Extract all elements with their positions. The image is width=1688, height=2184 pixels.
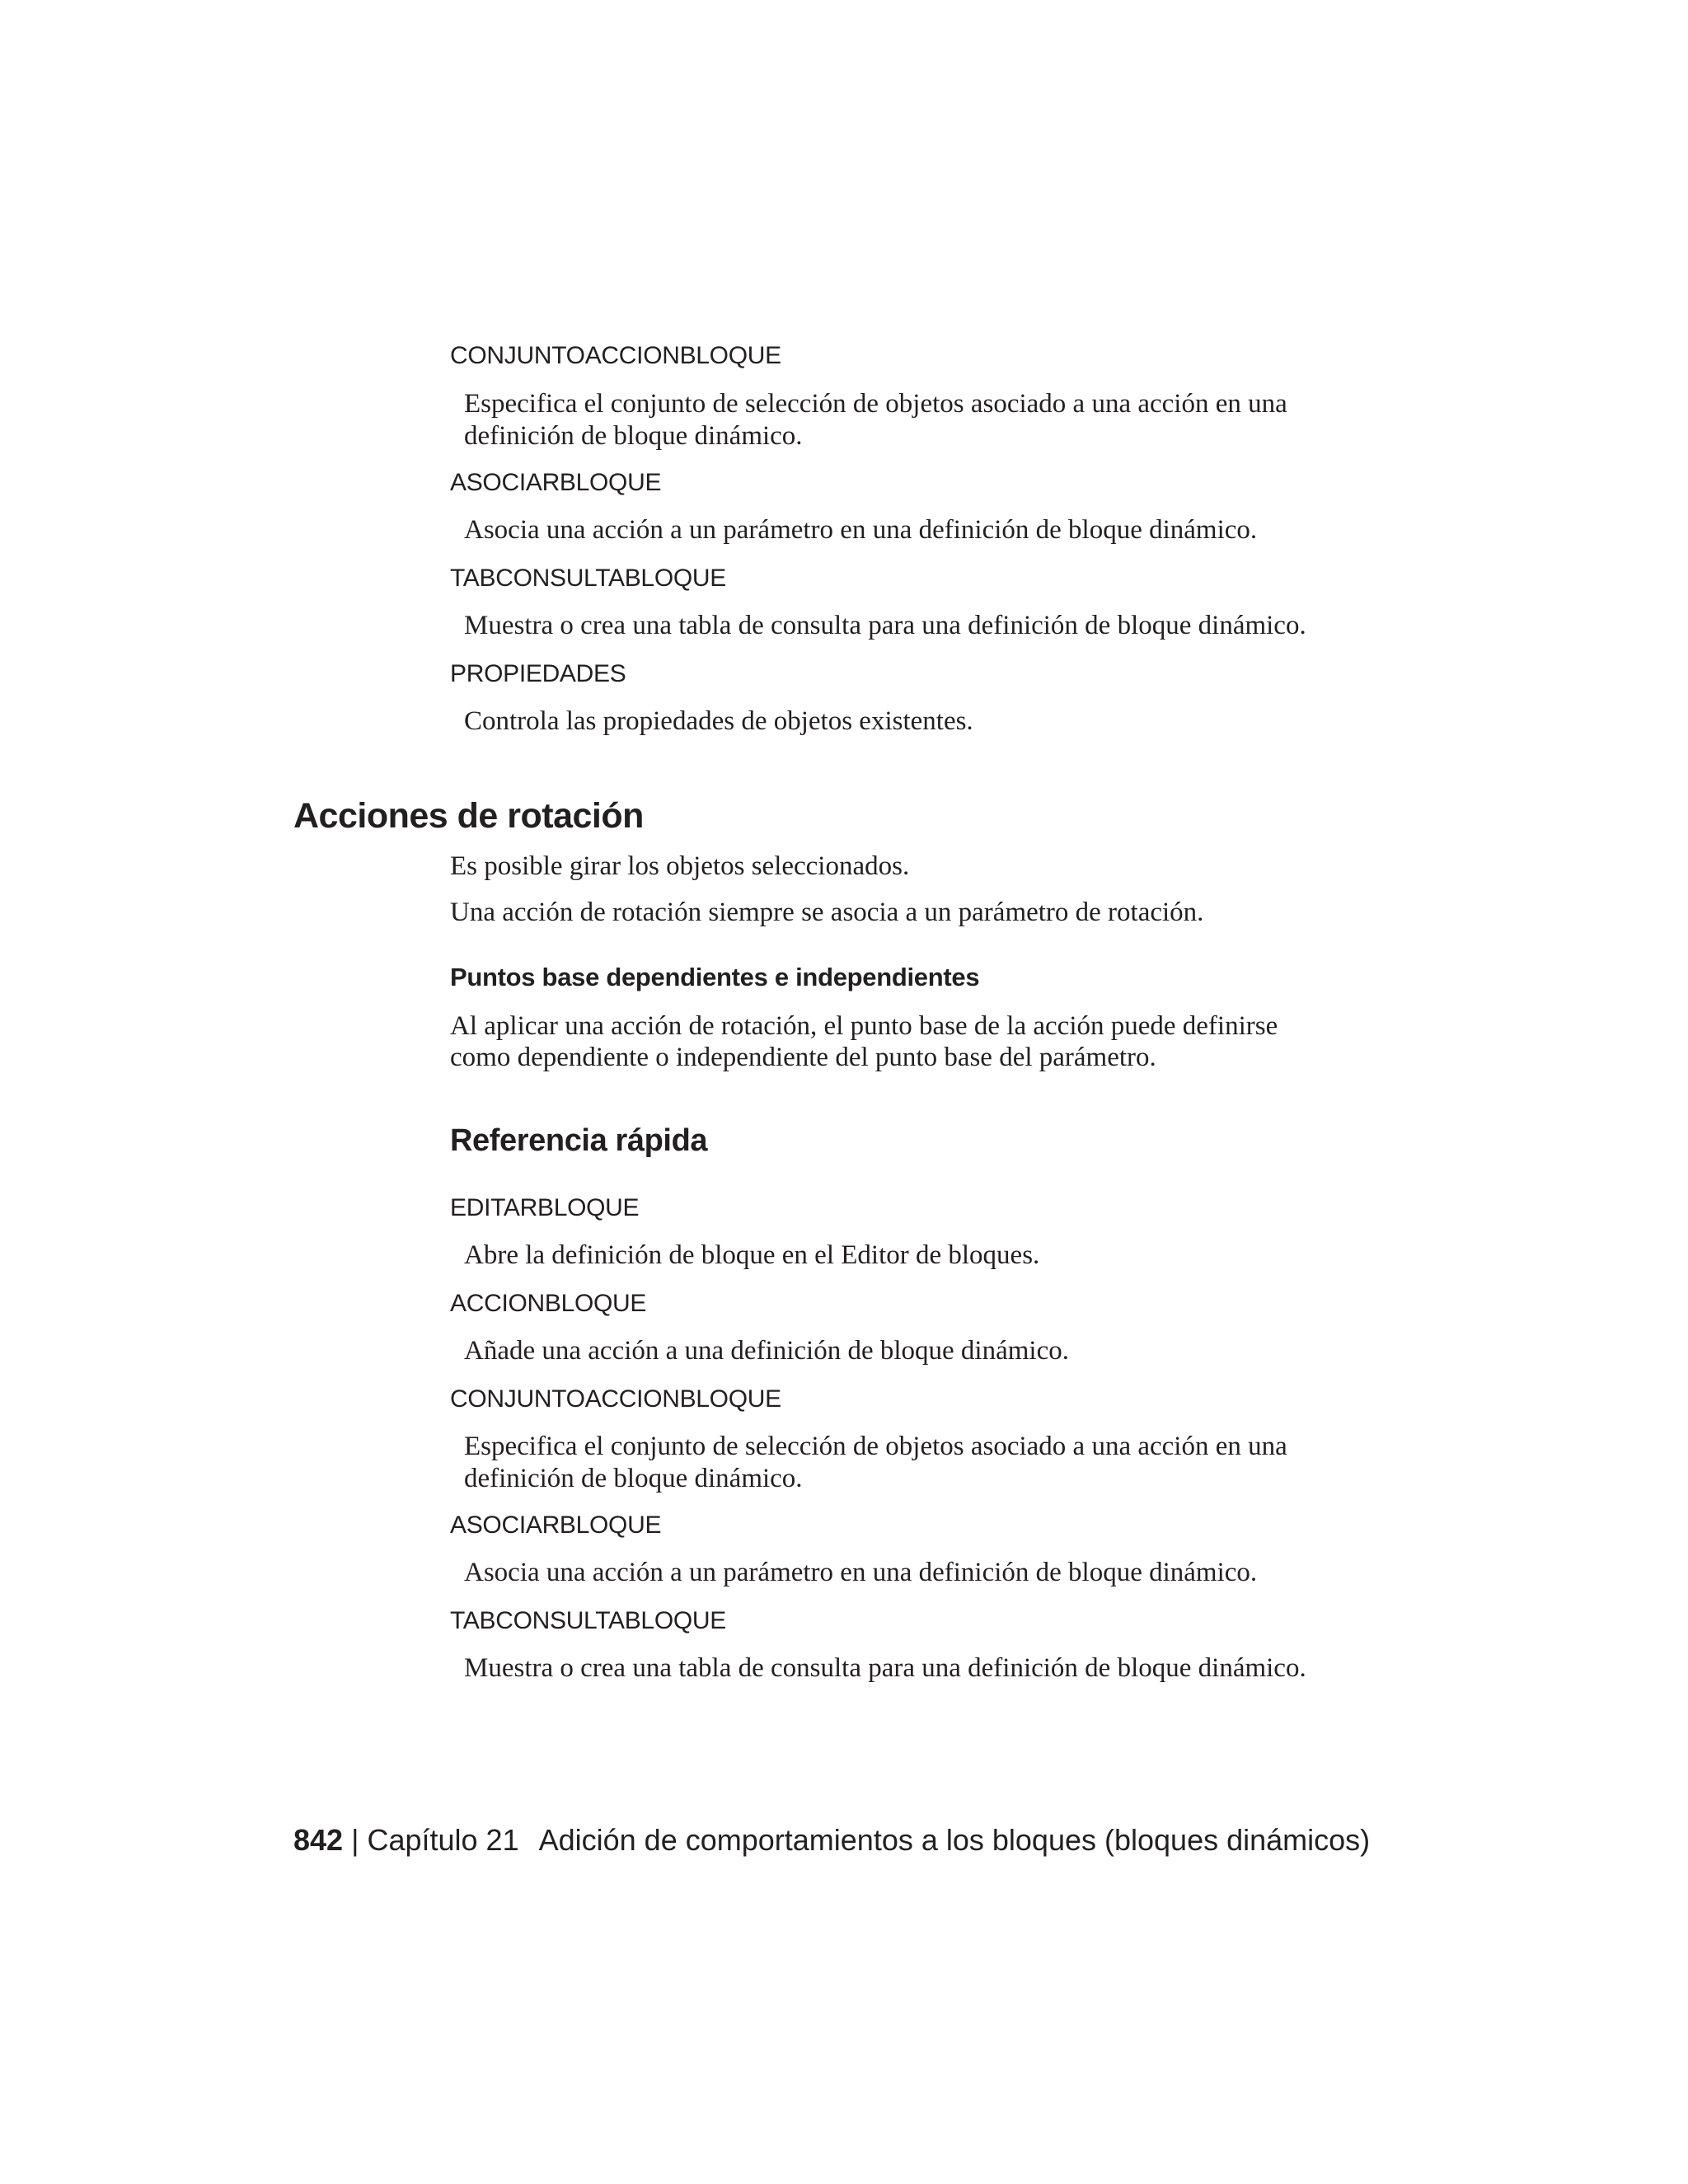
command-description: Asocia una acción a un parámetro en una definición de bloque dinámico. (464, 1558, 1258, 1587)
command-description: Muestra o crea una tabla de consulta para una definición de bloque dinámico. (464, 1653, 1306, 1683)
footer-separator: | (351, 1823, 359, 1857)
command-name: ASOCIARBLOQUE (450, 1511, 662, 1539)
command-name: CONJUNTOACCIONBLOQUE (450, 342, 781, 369)
command-name: ACCIONBLOQUE (450, 1290, 647, 1317)
body-paragraph: como dependiente o independiente del punto base del parámetro. (450, 1043, 1156, 1072)
command-description: Muestra o crea una tabla de consulta para una definición de bloque dinámico. (464, 611, 1306, 640)
command-description: definición de bloque dinámico. (464, 1464, 803, 1493)
command-name: PROPIEDADES (450, 660, 626, 687)
subsection-heading: Puntos base dependientes e independientes (450, 963, 980, 991)
command-name: TABCONSULTABLOQUE (450, 565, 726, 592)
section-heading: Acciones de rotación (293, 796, 644, 836)
body-paragraph: Es posible girar los objetos seleccionados. (450, 851, 910, 881)
page-number: 842 (293, 1823, 344, 1857)
page-footer (293, 1823, 1370, 1858)
chapter-title: Adición de comportamientos a los bloques (bloques dinámicos) (538, 1823, 1371, 1857)
command-name: CONJUNTOACCIONBLOQUE (450, 1385, 781, 1413)
command-description: Controla las propiedades de objetos existentes. (464, 706, 973, 736)
command-description: Abre la definición de bloque en el Editor de bloques. (464, 1240, 1040, 1270)
command-description: Añade una acción a una definición de bloque dinámico. (464, 1336, 1069, 1366)
command-name: ASOCIARBLOQUE (450, 469, 662, 496)
chapter-label: Capítulo 21 (367, 1823, 519, 1857)
command-name: EDITARBLOQUE (450, 1194, 640, 1221)
body-paragraph: Una acción de rotación siempre se asocia a un parámetro de rotación. (450, 898, 1204, 927)
command-description: Especifica el conjunto de selección de objetos asociado a una acción en una (464, 1432, 1287, 1461)
command-description: definición de bloque dinámico. (464, 421, 803, 451)
quick-reference-heading: Referencia rápida (450, 1123, 708, 1158)
command-description: Especifica el conjunto de selección de objetos asociado a una acción en una (464, 389, 1287, 419)
command-description: Asocia una acción a un parámetro en una definición de bloque dinámico. (464, 515, 1258, 545)
command-name: TABCONSULTABLOQUE (450, 1607, 726, 1634)
body-paragraph: Al aplicar una acción de rotación, el punto base de la acción puede definirse (450, 1011, 1278, 1041)
